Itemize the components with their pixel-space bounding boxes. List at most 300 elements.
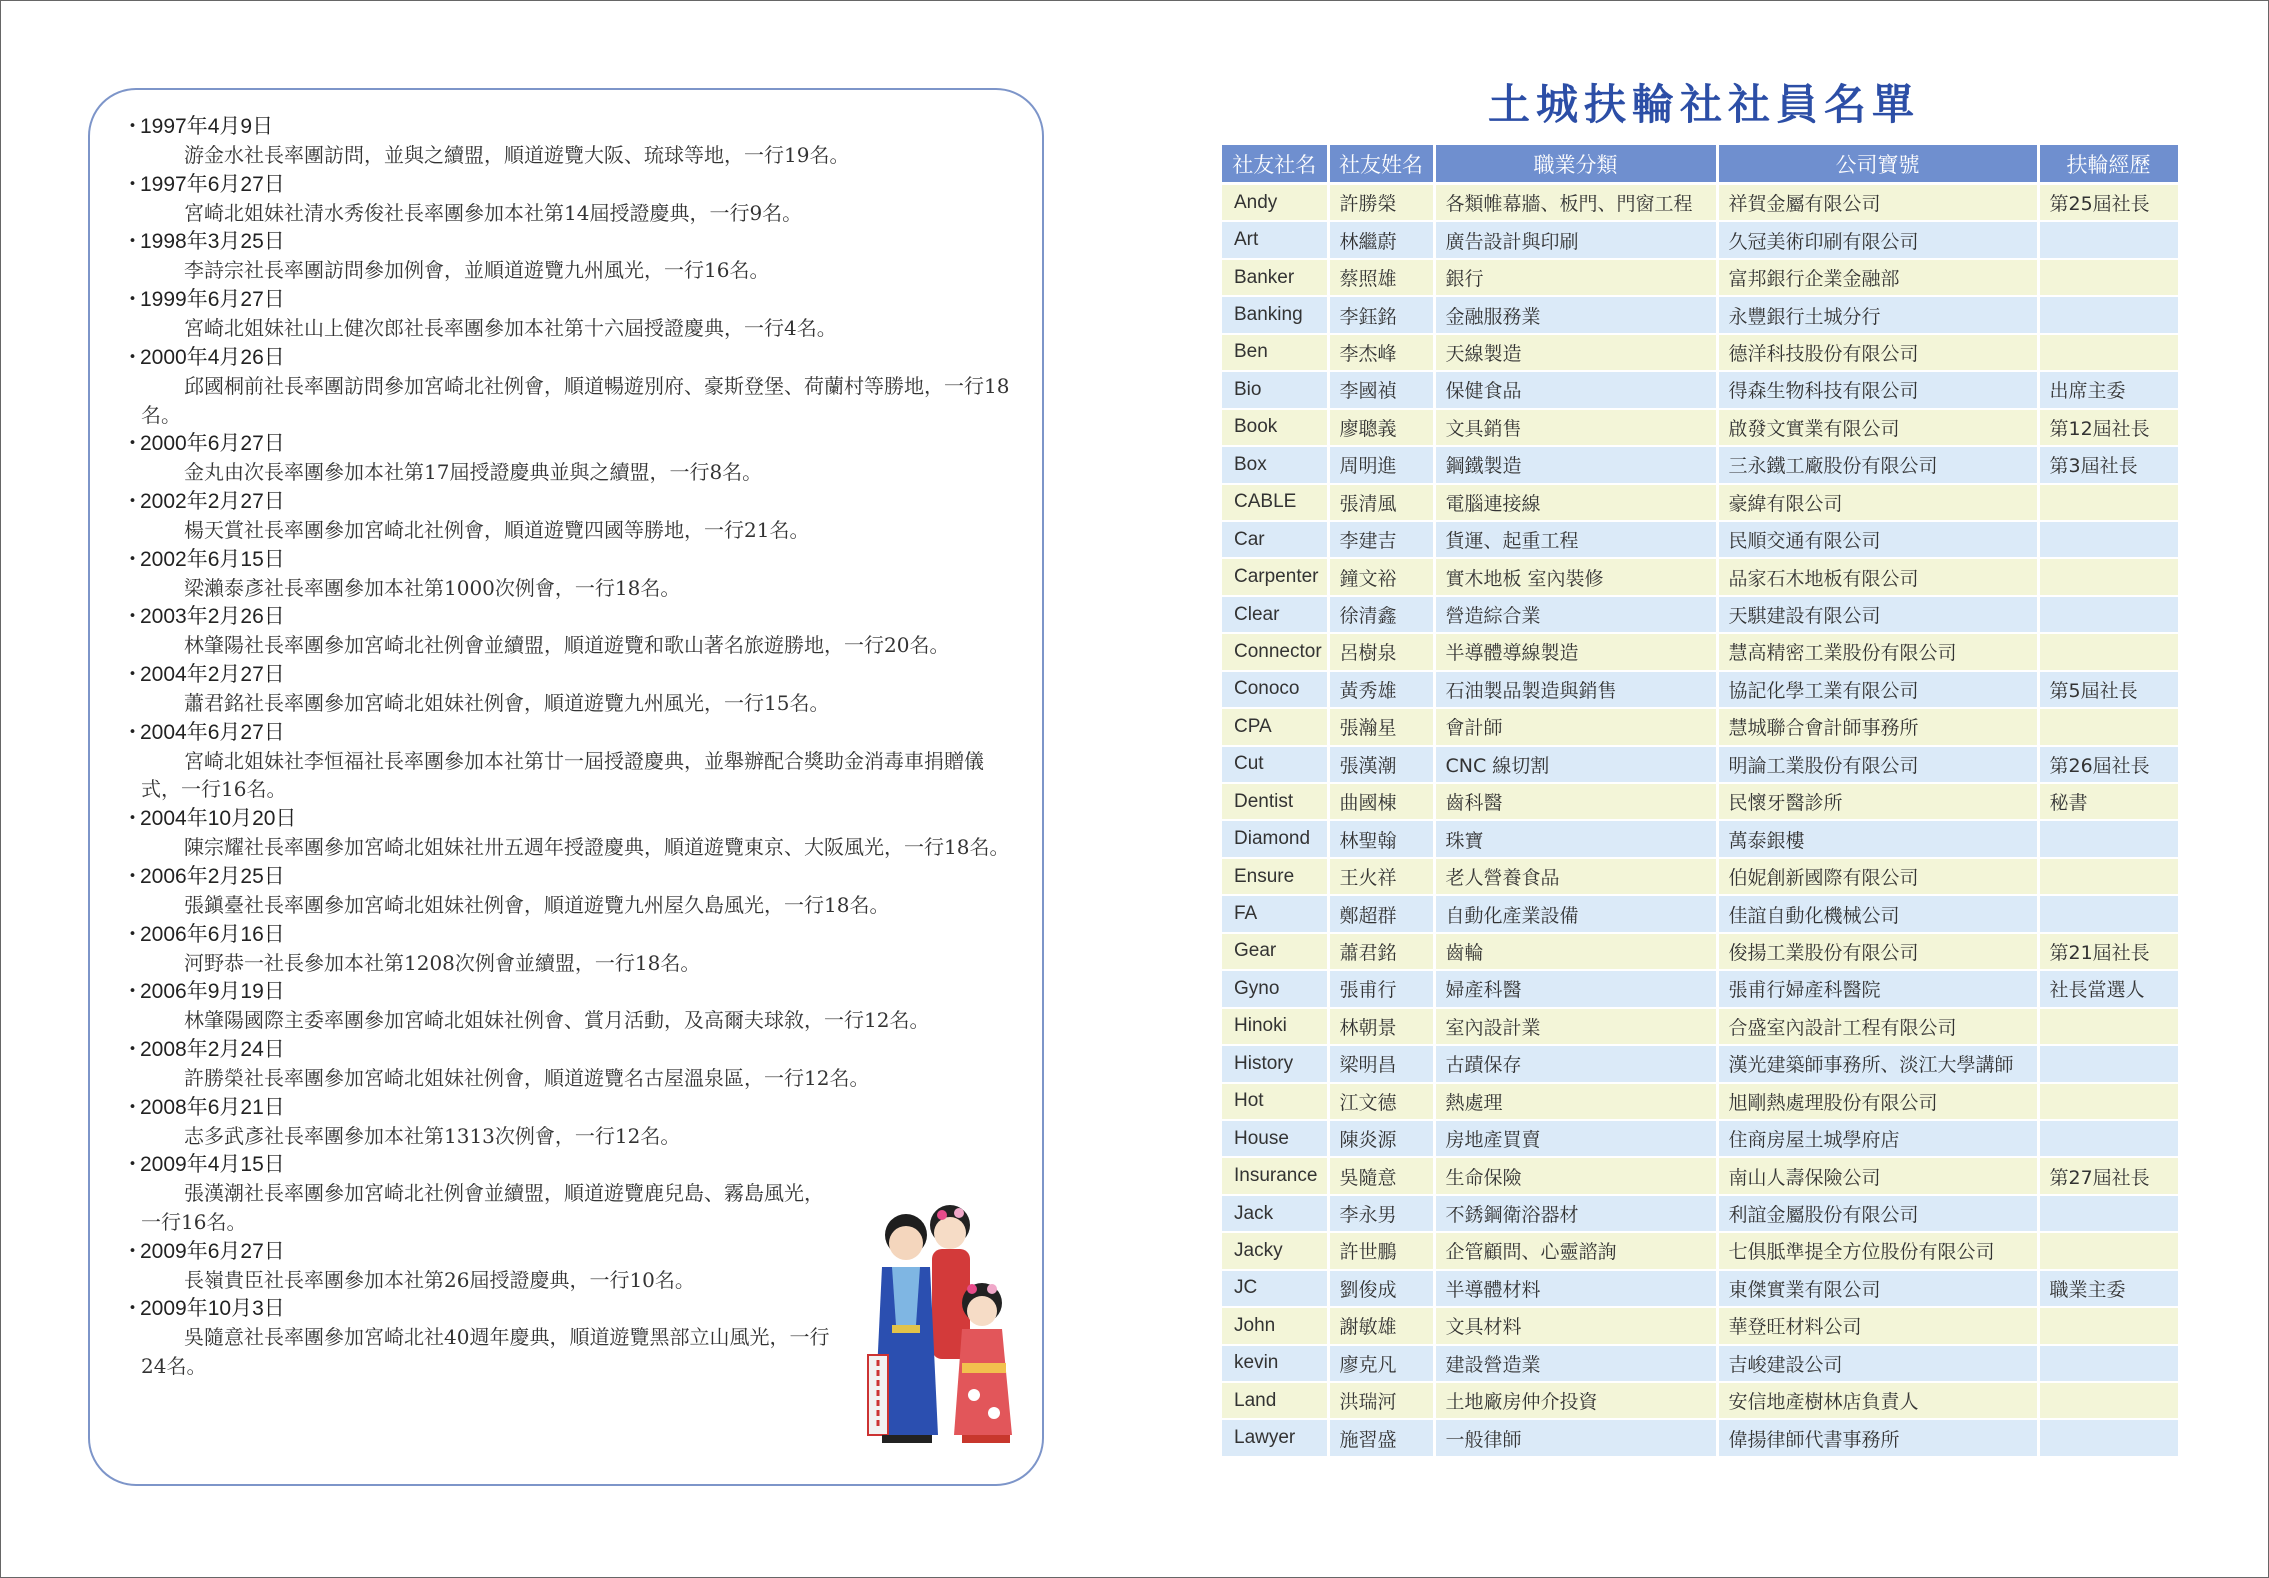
bullet-icon: ・ — [122, 1297, 143, 1321]
roster-cell: 廖克凡 — [1328, 1345, 1434, 1382]
roster-cell: 民懷牙醫診所 — [1717, 783, 2038, 820]
roster-title: 土城扶輪社社員名單 — [1487, 80, 1920, 129]
bullet-icon: ・ — [122, 663, 143, 687]
roster-cell: 天騏建設有限公司 — [1717, 596, 2038, 633]
roster-cell: 出席主委 — [2038, 371, 2179, 408]
event-date-text: 2002年6月15日 — [140, 547, 285, 571]
event-date-text: 2003年2月26日 — [140, 605, 285, 629]
roster-cell: 秘書 — [2038, 783, 2179, 820]
roster-cell: 鐘文裕 — [1328, 558, 1434, 595]
roster-cell: FA — [1222, 895, 1328, 932]
roster-row — [1222, 1345, 2179, 1382]
roster-row — [1222, 184, 2179, 222]
roster-cell: Gyno — [1222, 970, 1328, 1007]
roster-cell: 社長當選人 — [2038, 970, 2179, 1007]
event-date-text: 1999年6月27日 — [140, 288, 285, 312]
event-date-text: 2006年9月19日 — [140, 980, 285, 1004]
event-date-text: 2009年10月3日 — [140, 1297, 285, 1321]
event-date — [122, 285, 1022, 314]
event-item — [122, 285, 1022, 343]
bullet-icon: ・ — [122, 807, 143, 831]
roster-cell: Ensure — [1222, 858, 1328, 895]
roster-row — [1222, 1045, 2179, 1082]
event-description: 吳隨意社長率團參加宮崎北社40週年慶典，順道遊覽黑部立山風光，一行24名。 — [141, 1325, 830, 1379]
roster-cell: 王火祥 — [1328, 858, 1434, 895]
event-item — [122, 602, 1022, 660]
event-date — [122, 1150, 1022, 1179]
roster-row — [1222, 409, 2179, 446]
event-item — [122, 804, 1022, 862]
event-date-text: 2008年2月24日 — [140, 1037, 285, 1061]
bullet-icon: ・ — [122, 980, 143, 1004]
event-date-text: 2009年6月27日 — [140, 1239, 285, 1263]
roster-cell: 謝敏雄 — [1328, 1307, 1434, 1344]
roster-cell: 曲國棟 — [1328, 783, 1434, 820]
event-item — [122, 718, 1022, 804]
event-description: 宮崎北姐妹社清水秀俊社長率團參加本社第14屆授證慶典，一行9名。 — [184, 200, 803, 225]
roster-row — [1222, 558, 2179, 595]
event-item — [122, 227, 1022, 285]
roster-row — [1222, 1382, 2179, 1419]
roster-cell: 李建吉 — [1328, 521, 1434, 558]
column-header: 公司寶號 — [1717, 145, 2038, 184]
roster-cell — [2038, 521, 2179, 558]
roster-cell: 梁明昌 — [1328, 1045, 1434, 1082]
column-header: 職業分類 — [1434, 145, 1717, 184]
event-description: 金丸由次長率團參加本社第17屆授證慶典並與之續盟，一行8名。 — [184, 460, 763, 485]
roster-cell: 一般律師 — [1434, 1419, 1717, 1456]
roster-row — [1222, 783, 2179, 820]
roster-row — [1222, 1195, 2179, 1232]
roster-row — [1222, 221, 2179, 258]
roster-cell: 施習盛 — [1328, 1419, 1434, 1456]
event-date-text: 2006年2月25日 — [140, 864, 285, 888]
roster-cell: CNC 線切割 — [1434, 746, 1717, 783]
roster-row — [1222, 259, 2179, 296]
roster-cell: Jack — [1222, 1195, 1328, 1232]
event-item — [122, 920, 1022, 978]
roster-cell — [2038, 1008, 2179, 1045]
roster-cell: 江文德 — [1328, 1083, 1434, 1120]
roster-cell: 天線製造 — [1434, 334, 1717, 371]
roster-row — [1222, 1008, 2179, 1045]
roster-cell — [2038, 858, 2179, 895]
roster-cell: 企管顧問、心靈諮詢 — [1434, 1232, 1717, 1269]
roster-cell: Carpenter — [1222, 558, 1328, 595]
roster-cell: History — [1222, 1045, 1328, 1082]
event-description: 林肇陽國際主委率團參加宮崎北姐妹社例會、賞月活動，及高爾夫球敘，一行12名。 — [184, 1008, 930, 1033]
roster-row — [1222, 1270, 2179, 1307]
roster-cell: Ben — [1222, 334, 1328, 371]
roster-cell: 徐清鑫 — [1328, 596, 1434, 633]
roster-cell — [2038, 596, 2179, 633]
roster-cell: Insurance — [1222, 1157, 1328, 1194]
roster-header-row — [1222, 145, 2179, 184]
roster-row — [1222, 296, 2179, 333]
roster-cell: 七俱胝準提全方位股份有限公司 — [1717, 1232, 2038, 1269]
roster-cell: 珠寶 — [1434, 820, 1717, 857]
roster-row — [1222, 895, 2179, 932]
roster-cell: 房地產買賣 — [1434, 1120, 1717, 1157]
roster-cell: 劉俊成 — [1328, 1270, 1434, 1307]
event-item — [122, 429, 1022, 487]
bullet-icon: ・ — [122, 605, 143, 629]
event-item — [122, 660, 1022, 718]
event-description: 蕭君銘社長率團參加宮崎北姐妹社例會，順道遊覽九州風光，一行15名。 — [184, 691, 830, 716]
roster-cell: 陳炎源 — [1328, 1120, 1434, 1157]
bullet-icon: ・ — [122, 230, 143, 254]
event-date — [122, 487, 1022, 516]
roster-cell: Hinoki — [1222, 1008, 1328, 1045]
roster-cell — [2038, 633, 2179, 670]
event-item — [122, 1035, 1022, 1093]
roster-cell: 各類帷幕牆、板門、門窗工程 — [1434, 184, 1717, 222]
event-date-text: 1997年4月9日 — [140, 115, 274, 138]
bullet-icon: ・ — [122, 1037, 143, 1061]
roster-cell: 東傑實業有限公司 — [1717, 1270, 2038, 1307]
event-item — [122, 977, 1022, 1035]
roster-cell: 建設營造業 — [1434, 1345, 1717, 1382]
event-date — [122, 977, 1022, 1006]
event-item — [122, 112, 1022, 170]
roster-cell: Clear — [1222, 596, 1328, 633]
roster-cell: 林朝景 — [1328, 1008, 1434, 1045]
roster-cell: 古蹟保存 — [1434, 1045, 1717, 1082]
roster-cell: 齒科醫 — [1434, 783, 1717, 820]
event-date-text: 2004年10月20日 — [140, 807, 297, 831]
event-date-text: 2006年6月16日 — [140, 922, 285, 946]
column-header: 扶輪經歷 — [2038, 145, 2179, 184]
roster-cell: kevin — [1222, 1345, 1328, 1382]
event-description: 張漢潮社長率團參加宮崎北社例會並續盟，順道遊覽鹿兒島、霧島風光，一行16名。 — [141, 1181, 824, 1235]
roster-cell: 伯妮創新國際有限公司 — [1717, 858, 2038, 895]
roster-cell: 利誼金屬股份有限公司 — [1717, 1195, 2038, 1232]
roster-cell — [2038, 820, 2179, 857]
bullet-icon: ・ — [122, 1095, 143, 1119]
roster-cell: 廖聰義 — [1328, 409, 1434, 446]
roster-cell: 華登旺材料公司 — [1717, 1307, 2038, 1344]
roster-cell: 室內設計業 — [1434, 1008, 1717, 1045]
roster-cell: 張漢潮 — [1328, 746, 1434, 783]
roster-cell: 慧城聯合會計師事務所 — [1717, 708, 2038, 745]
bullet-icon: ・ — [122, 1239, 143, 1263]
roster-cell: 合盛室內設計工程有限公司 — [1717, 1008, 2038, 1045]
column-header: 社友社名 — [1222, 145, 1328, 184]
roster-cell: 慧高精密工業股份有限公司 — [1717, 633, 2038, 670]
event-date — [122, 170, 1022, 199]
roster-cell — [2038, 1195, 2179, 1232]
roster-cell: 安信地產樹林店負責人 — [1717, 1382, 2038, 1419]
roster-cell — [2038, 895, 2179, 932]
event-date-text: 2002年2月27日 — [140, 489, 285, 513]
event-description: 許勝榮社長率團參加宮崎北姐妹社例會，順道遊覽名古屋溫泉區，一行12名。 — [184, 1065, 870, 1090]
roster-cell: 土地廠房仲介投資 — [1434, 1382, 1717, 1419]
roster-cell: 金融服務業 — [1434, 296, 1717, 333]
roster-cell: 文具銷售 — [1434, 409, 1717, 446]
roster-cell: House — [1222, 1120, 1328, 1157]
roster-row — [1222, 820, 2179, 857]
roster-cell: 明論工業股份有限公司 — [1717, 746, 2038, 783]
roster-cell: Connector — [1222, 633, 1328, 670]
event-date — [122, 718, 1022, 747]
roster-cell: 實木地板 室內裝修 — [1434, 558, 1717, 595]
roster-cell: John — [1222, 1307, 1328, 1344]
roster-cell: 吉峻建設公司 — [1717, 1345, 2038, 1382]
roster-cell: Gear — [1222, 933, 1328, 970]
roster-cell: 李永男 — [1328, 1195, 1434, 1232]
event-date-text: 2008年6月21日 — [140, 1095, 285, 1119]
event-description: 邱國桐前社長率團訪問參加宮崎北社例會，順道暢遊別府、豪斯登堡、荷蘭村等勝地，一行18名。 — [141, 373, 1010, 427]
roster-cell: Banking — [1222, 296, 1328, 333]
roster-cell: 啟發文實業有限公司 — [1717, 409, 2038, 446]
roster-table — [1222, 145, 2181, 1458]
roster-cell: 會計師 — [1434, 708, 1717, 745]
roster-cell — [2038, 296, 2179, 333]
roster-cell: 鋼鐵製造 — [1434, 446, 1717, 483]
roster-row — [1222, 371, 2179, 408]
roster-cell — [2038, 1232, 2179, 1269]
bullet-icon: ・ — [122, 288, 143, 312]
roster-cell: 張甫行 — [1328, 970, 1434, 1007]
roster-cell: 民順交通有限公司 — [1717, 521, 2038, 558]
event-date-text: 2000年4月26日 — [140, 345, 285, 369]
event-description: 長嶺貴臣社長率團參加本社第26屆授證慶典，一行10名。 — [184, 1267, 695, 1292]
roster-cell: 永豐銀行土城分行 — [1717, 296, 2038, 333]
roster-cell: 住商房屋土城學府店 — [1717, 1120, 2038, 1157]
roster-cell — [2038, 1120, 2179, 1157]
kimono-children-illustration — [862, 1185, 1018, 1457]
event-date-text: 1998年3月25日 — [140, 230, 285, 254]
roster-cell: 鄭超群 — [1328, 895, 1434, 932]
roster-cell: 品家石木地板有限公司 — [1717, 558, 2038, 595]
roster-cell: 齒輪 — [1434, 933, 1717, 970]
event-date-text: 2009年4月15日 — [140, 1153, 285, 1177]
event-item — [122, 170, 1022, 228]
column-header: 社友姓名 — [1328, 145, 1434, 184]
roster-cell: 許世鵬 — [1328, 1232, 1434, 1269]
roster-cell — [2038, 1083, 2179, 1120]
roster-cell: 吳隨意 — [1328, 1157, 1434, 1194]
roster-row — [1222, 708, 2179, 745]
roster-cell: 久冠美術印刷有限公司 — [1717, 221, 2038, 258]
roster-row — [1222, 1419, 2179, 1456]
roster-cell: 張甫行婦產科醫院 — [1717, 970, 2038, 1007]
roster-cell: 蕭君銘 — [1328, 933, 1434, 970]
roster-cell: 協記化學工業有限公司 — [1717, 671, 2038, 708]
roster-cell: CPA — [1222, 708, 1328, 745]
roster-cell: 營造綜合業 — [1434, 596, 1717, 633]
event-description: 陳宗耀社長率團參加宮崎北姐妹社卅五週年授證慶典，順道遊覽東京、大阪風光，一行18名。 — [184, 835, 1010, 860]
event-description: 張鎭臺社長率團參加宮崎北姐妹社例會，順道遊覽九州屋久島風光，一行18名。 — [184, 892, 890, 917]
roster-cell: 職業主委 — [2038, 1270, 2179, 1307]
bullet-icon: ・ — [122, 864, 143, 888]
roster-cell: 第25屆社長 — [2038, 184, 2179, 222]
roster-cell — [2038, 1419, 2179, 1456]
roster-cell: CABLE — [1222, 484, 1328, 521]
roster-cell: Lawyer — [1222, 1419, 1328, 1456]
bullet-icon: ・ — [122, 1153, 143, 1177]
roster-cell: 南山人壽保險公司 — [1717, 1157, 2038, 1194]
roster-cell: Cut — [1222, 746, 1328, 783]
bullet-icon: ・ — [122, 345, 143, 369]
bullet-icon: ・ — [122, 172, 143, 196]
event-date-text: 1997年6月27日 — [140, 172, 285, 196]
event-item — [122, 487, 1022, 545]
roster-cell: 李杰峰 — [1328, 334, 1434, 371]
roster-row — [1222, 671, 2179, 708]
roster-row — [1222, 970, 2179, 1007]
event-description: 宮崎北姐妹社李恒福社長率團參加本社第廿一屆授證慶典，並舉辦配合獎助金消毒車捐贈儀式，一行16名。 — [141, 748, 984, 802]
roster-cell: 自動化產業設備 — [1434, 895, 1717, 932]
roster-cell: 半導體導線製造 — [1434, 633, 1717, 670]
roster-cell: 半導體材料 — [1434, 1270, 1717, 1307]
roster-cell: 保健食品 — [1434, 371, 1717, 408]
roster-cell: Art — [1222, 221, 1328, 258]
event-date — [122, 112, 1022, 141]
roster-row — [1222, 446, 2179, 483]
event-date — [122, 602, 1022, 631]
roster-cell: 張清風 — [1328, 484, 1434, 521]
roster-cell: 許勝榮 — [1328, 184, 1434, 222]
roster-cell — [2038, 558, 2179, 595]
roster-cell: 旭剛熱處理股份有限公司 — [1717, 1083, 2038, 1120]
roster-cell: Bio — [1222, 371, 1328, 408]
bullet-icon: ・ — [122, 547, 143, 571]
roster-cell — [2038, 259, 2179, 296]
roster-row — [1222, 633, 2179, 670]
roster-cell: 蔡照雄 — [1328, 259, 1434, 296]
roster-cell: 偉揚律師代書事務所 — [1717, 1419, 2038, 1456]
roster-cell: 李國禎 — [1328, 371, 1434, 408]
roster-cell: 祥賀金屬有限公司 — [1717, 184, 2038, 222]
event-date — [122, 920, 1022, 949]
roster-cell: 婦產科醫 — [1434, 970, 1717, 1007]
bullet-icon: ・ — [122, 922, 143, 946]
roster-cell — [2038, 1307, 2179, 1344]
event-date — [122, 1035, 1022, 1064]
roster-cell: Jacky — [1222, 1232, 1328, 1269]
roster-row — [1222, 1083, 2179, 1120]
roster-cell: 呂樹泉 — [1328, 633, 1434, 670]
roster-cell: Hot — [1222, 1083, 1328, 1120]
roster-cell: 林繼蔚 — [1328, 221, 1434, 258]
event-description: 志多武彥社長率團參加本社第1313次例會，一行12名。 — [184, 1123, 681, 1148]
roster-cell: 第27屆社長 — [2038, 1157, 2179, 1194]
roster-cell — [2038, 708, 2179, 745]
bullet-icon: ・ — [122, 115, 143, 138]
roster-cell: 佳誼自動化機械公司 — [1717, 895, 2038, 932]
roster-row — [1222, 1307, 2179, 1344]
roster-cell — [2038, 221, 2179, 258]
roster-cell: Diamond — [1222, 820, 1328, 857]
event-description: 河野恭一社長參加本社第1208次例會並續盟，一行18名。 — [184, 950, 701, 975]
event-description: 楊天賞社長率團參加宮崎北社例會，順道遊覽四國等勝地，一行21名。 — [184, 517, 810, 542]
event-date-text: 2004年2月27日 — [140, 663, 285, 687]
event-description: 游金水社長率團訪問，並與之續盟，順道遊覽大阪、琉球等地，一行19名。 — [184, 143, 850, 167]
roster-row — [1222, 1232, 2179, 1269]
roster-cell: 豪緯有限公司 — [1717, 484, 2038, 521]
roster-cell: 廣告設計與印刷 — [1434, 221, 1717, 258]
event-date — [122, 862, 1022, 891]
roster-row — [1222, 521, 2179, 558]
event-date-text: 2004年6月27日 — [140, 720, 285, 744]
roster-row — [1222, 334, 2179, 371]
roster-cell — [2038, 484, 2179, 521]
roster-cell: 熱處理 — [1434, 1083, 1717, 1120]
roster-cell: 銀行 — [1434, 259, 1717, 296]
roster-cell: 第12屆社長 — [2038, 409, 2179, 446]
roster-row — [1222, 933, 2179, 970]
roster-cell: 漢光建築師事務所、淡江大學講師 — [1717, 1045, 2038, 1082]
roster-cell: 老人營養食品 — [1434, 858, 1717, 895]
roster-cell: Banker — [1222, 259, 1328, 296]
event-item — [122, 343, 1022, 429]
event-date — [122, 429, 1022, 458]
roster-row — [1222, 746, 2179, 783]
roster-cell: 林聖翰 — [1328, 820, 1434, 857]
roster-cell: JC — [1222, 1270, 1328, 1307]
roster-cell: Car — [1222, 521, 1328, 558]
roster-cell: Dentist — [1222, 783, 1328, 820]
roster-cell: 第3屆社長 — [2038, 446, 2179, 483]
roster-cell: 富邦銀行企業金融部 — [1717, 259, 2038, 296]
roster-row — [1222, 858, 2179, 895]
roster-cell — [2038, 1345, 2179, 1382]
bullet-icon: ・ — [122, 720, 143, 744]
event-date — [122, 545, 1022, 574]
roster-cell: 張瀚星 — [1328, 708, 1434, 745]
bullet-icon: ・ — [122, 489, 143, 513]
roster-cell: 萬泰銀樓 — [1717, 820, 2038, 857]
roster-cell: Book — [1222, 409, 1328, 446]
event-date — [122, 227, 1022, 256]
roster-cell — [2038, 1045, 2179, 1082]
event-description: 林肇陽社長率團參加宮崎北社例會並續盟，順道遊覽和歌山著名旅遊勝地，一行20名。 — [184, 633, 950, 658]
roster-cell: 石油製品製造與銷售 — [1434, 671, 1717, 708]
roster-cell: Andy — [1222, 184, 1328, 222]
roster-cell: 生命保險 — [1434, 1157, 1717, 1194]
event-date — [122, 804, 1022, 833]
roster-cell: 洪瑞河 — [1328, 1382, 1434, 1419]
roster-cell: 德洋科技股份有限公司 — [1717, 334, 2038, 371]
roster-cell: 得森生物科技有限公司 — [1717, 371, 2038, 408]
bullet-icon: ・ — [122, 432, 143, 456]
roster-cell: 黃秀雄 — [1328, 671, 1434, 708]
event-item — [122, 545, 1022, 603]
event-item — [122, 862, 1022, 920]
event-date-text: 2000年6月27日 — [140, 432, 285, 456]
roster-cell: 周明進 — [1328, 446, 1434, 483]
roster-cell: 不銹鋼衛浴器材 — [1434, 1195, 1717, 1232]
roster-row — [1222, 596, 2179, 633]
roster-cell: 第26屆社長 — [2038, 746, 2179, 783]
event-date — [122, 1093, 1022, 1122]
roster-row — [1222, 484, 2179, 521]
roster-cell: 第5屆社長 — [2038, 671, 2179, 708]
roster-cell: 電腦連接線 — [1434, 484, 1717, 521]
event-description: 李詩宗社長率團訪問參加例會，並順道遊覽九州風光，一行16名。 — [184, 258, 770, 283]
event-description: 梁瀨泰彥社長率團參加本社第1000次例會，一行18名。 — [184, 575, 681, 600]
roster-cell: 李鈺銘 — [1328, 296, 1434, 333]
roster-cell: 三永鐵工廠股份有限公司 — [1717, 446, 2038, 483]
roster-row — [1222, 1157, 2179, 1194]
roster-cell: Land — [1222, 1382, 1328, 1419]
roster-row — [1222, 1120, 2179, 1157]
roster-cell — [2038, 1382, 2179, 1419]
roster-cell: 第21屆社長 — [2038, 933, 2179, 970]
event-date — [122, 343, 1022, 372]
event-item — [122, 1093, 1022, 1151]
